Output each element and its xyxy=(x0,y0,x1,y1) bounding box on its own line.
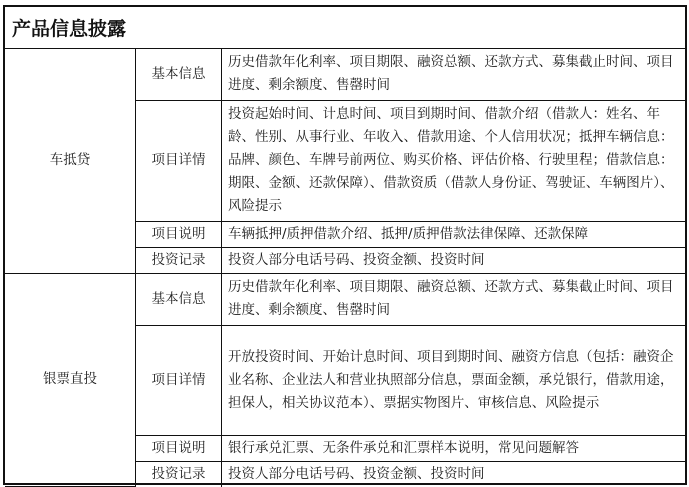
table-title: 产品信息披露 xyxy=(5,7,685,49)
description-cell: 投资人部分电话号码、投资金额、投资时间 xyxy=(222,247,686,273)
description-cell: 历史借款年化利率、项目期限、融资总额、还款方式、募集截止时间、项目进度、剩余额度、售罄时间 xyxy=(222,273,686,325)
category-cell: 项目说明 xyxy=(136,221,222,247)
description-cell: 历史借款年化利率、项目期限、融资总额、还款方式、募集截止时间、项目进度、剩余额度、售罄时间 xyxy=(222,49,686,100)
category-cell: 投资记录 xyxy=(136,461,222,487)
category-cell: 基本信息 xyxy=(136,49,222,100)
description-cell: 投资人部分电话号码、投资金额、投资时间 xyxy=(222,461,686,487)
description-cell: 投资起始时间、计息时间、项目到期时间、借款介绍（借款人：姓名、年龄、性别、从事行业、年收入、借款用途、个人信用状况；抵押车辆信息：品牌、颜色、车牌号前两位、购买价格、评估价格、行驶里程；借款信息：期限、金额、还款保障）、借款资质（借款人身份证、驾驶证、车辆图片）、风险提示 xyxy=(222,100,686,221)
category-cell: 项目详情 xyxy=(136,325,222,435)
category-cell: 项目说明 xyxy=(136,435,222,461)
category-cell: 投资记录 xyxy=(136,247,222,273)
table-row xyxy=(5,273,685,325)
disclosure-grid xyxy=(5,49,685,487)
product-name-bank-bill: 银票直投 xyxy=(5,273,136,487)
description-cell: 银行承兑汇票、无条件承兑和汇票样本说明，常见问题解答 xyxy=(222,435,686,461)
category-cell: 基本信息 xyxy=(136,273,222,325)
description-cell: 车辆抵押/质押借款介绍、抵押/质押借款法律保障、还款保障 xyxy=(222,221,686,247)
table-row xyxy=(5,49,685,100)
category-cell: 项目详情 xyxy=(136,100,222,221)
product-disclosure-table xyxy=(3,5,687,485)
description-cell: 开放投资时间、开始计息时间、项目到期时间、融资方信息（包括：融资企业名称、企业法人和营业执照部分信息，票面金额，承兑银行，借款用途，担保人，相关协议范本）、票据实物图片、审核信息、风险提示 xyxy=(222,325,686,435)
product-name-car-loan: 车抵贷 xyxy=(5,49,136,273)
